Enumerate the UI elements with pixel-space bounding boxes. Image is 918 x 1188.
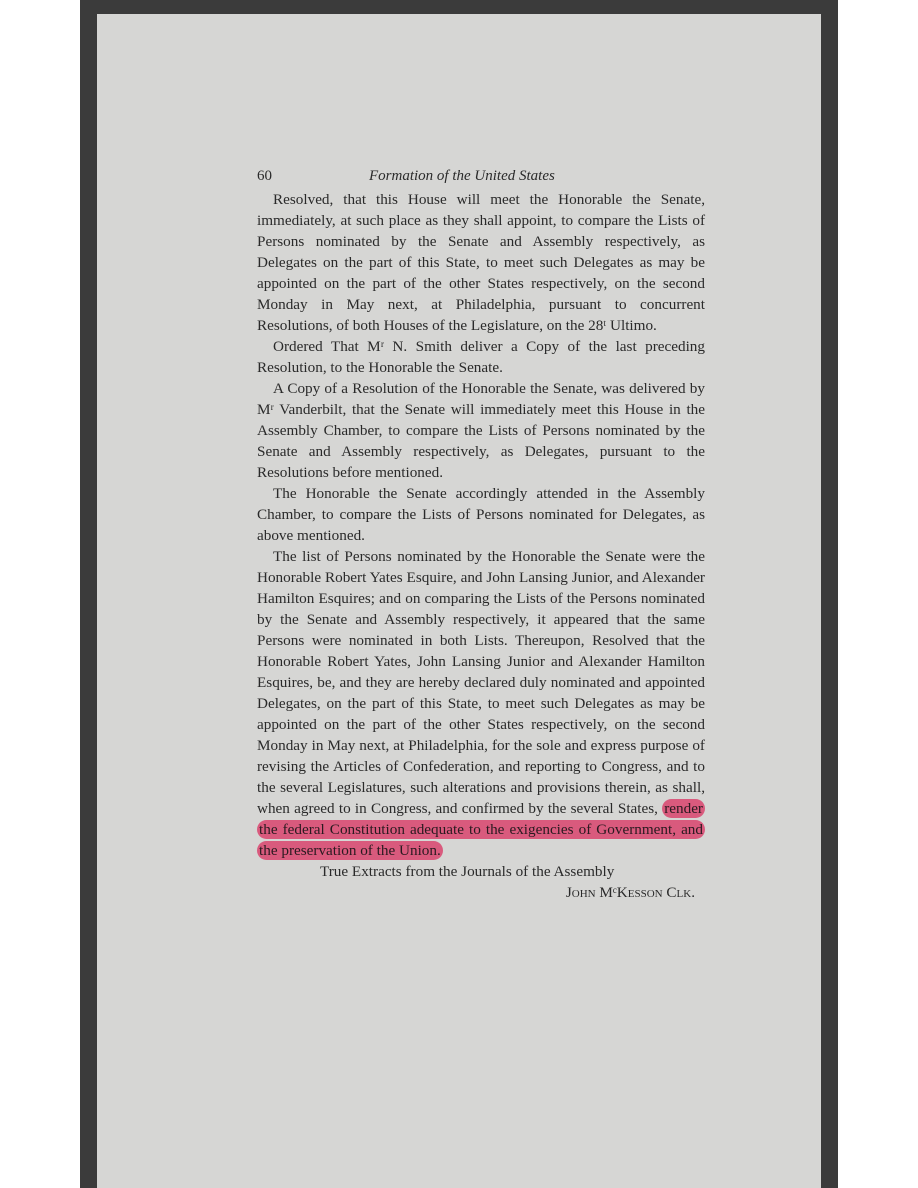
paragraph-delegates-list: [257, 546, 705, 861]
paragraph-senate-attended: The Honorable the Senate accordingly attended in the Assembly Chamber, to compare the Lists of Persons nominated for Delegates, as above mentioned.: [257, 485, 705, 544]
paragraph-senate-copy: A Copy of a Resolution of the Honorable the Senate, was delivered by Mʳ Vanderbilt, that the Senate will immediately meet this House in the Assembly Chamber, to compare the Lists of Persons nominated by the Senate and Assembly respectively, as Delegates, pursuant to the Resolutions before mentioned.: [257, 380, 705, 481]
delegates-text: The list of Persons nominated by the Honorable the Senate were the Honorable Robert Yates Esquire, and John Lansing Junior, and Alexander Hamilton Esquires; and on comparing the Lists of the Persons nominated by the Senate and Assembly respectively, it appeared that the same Persons were nominated in both Lists. Thereupon, Resolved that the Honorable Robert Yates, John Lansing Junior and Alexander Hamilton Esquires, be, and they are hereby declared duly nominated and appointed Delegates, on the part of this State, to meet such Delegates as may be appointed on the part of the other States respectively, on the second Monday in May next, at Philadelphia, for the sole and express purpose of revising the Articles of Confederation, and reporting to Congress, and to the several Legislatures, such alterations and provisions therein, as shall, when agreed to in Congress, and confirmed by the several States,: [257, 548, 705, 817]
page-number: 60: [257, 168, 272, 184]
highlighted-passage: render the federal Constitution adequate to the exigencies of Government, and the preservation of the Union.: [259, 800, 703, 859]
running-head: [257, 166, 705, 188]
clerk-signature: John MᶜKesson Clk.: [565, 884, 695, 901]
page-content: [257, 166, 705, 903]
book-title: Formation of the United States: [369, 168, 555, 184]
paragraph-resolution: Resolved, that this House will meet the Honorable the Senate, immediately, at such place as they shall appoint, to compare the Lists of Persons nominated by the Senate and Assembly respectively, as Delegates on the part of this State, to meet such Delegates as may be appointed on the part of the other States respectively, on the second Monday in May next, at Philadelphia, pursuant to concurrent Resolutions, of both Houses of the Legislature, on the 28ᵗ Ultimo.: [257, 191, 705, 334]
paragraph-order: Ordered That Mʳ N. Smith deliver a Copy of the last preceding Resolution, to the Honorable the Senate.: [257, 338, 705, 376]
closing-line: True Extracts from the Journals of the Assembly: [320, 863, 615, 880]
